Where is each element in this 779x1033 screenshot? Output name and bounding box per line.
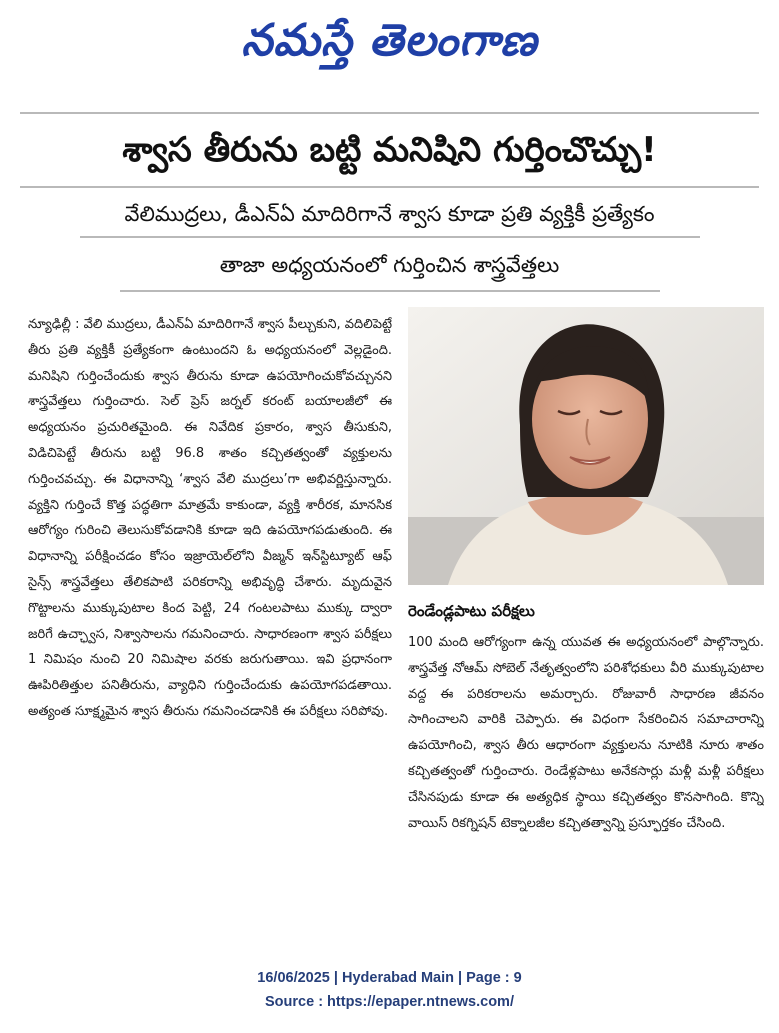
subsection-heading: రెండేండ్లపాటు పరీక్షలు: [408, 602, 535, 620]
subhead-rule-1: [80, 236, 700, 238]
newspaper-masthead: నమస్తే తెలంగాణ: [241, 15, 538, 66]
footer-source: Source : https://epaper.ntnews.com/: [265, 994, 514, 1010]
article-subhead-1: వేలిముద్రలు, డీఎన్ఏ మాదిరిగానే శ్వాస కూడా ప్రతి వ్యక్తికీ ప్రత్యేకం: [124, 202, 655, 226]
subhead-rule-2: [120, 290, 660, 292]
headline-rule-top: [20, 112, 759, 114]
article-headline: శ్వాస తీరును బట్టి మనిషిని గుర్తించొచ్చు!: [122, 130, 657, 170]
article-photo: [408, 307, 764, 585]
footer-dateline: 16/06/2025 | Hyderabad Main | Page : 9: [257, 970, 522, 986]
article-body-left: న్యూఢిల్లీ : వేలి ముద్రలు, డీఎన్ఏ మాదిరిగానే శ్వాస పీల్చుకుని, వదిలిపెట్టే తీరు ప్రతి వ్యక్తికీ ప్రత్యేకంగా ఉంటుందని ఓ అధ్యయనంలో వెల్లడైంది. మనిషిని గుర్తించేందుకు శ్వాస తీరును కూడా ఉపయోగించుకోవచ్చునని శాస్త్రవేత్తలు గుర్తించారు. సెల్ ప్రెస్ జర్నల్ కరంట్ బయాలజీలో ఈ అధ్యయనం ప్రచురితమైంది. ఈ నివేదిక ప్రకారం, శ్వాస తీసుకుని, విడిచిపెట్టే తీరును బట్టి 96.8 శాతం కచ్చితత్వంతో వ్యక్తులను గుర్తించవచ్చు. ఈ విధానాన్ని ‘శ్వాస వేలి ముద్రలు’గా అభివర్ణిస్తున్నారు. వ్యక్తిని గుర్తించే కొత్త పద్ధతిగా మాత్రమే కాకుండా, వ్యక్తి శారీరక, మానసిక ఆరోగ్యం గురించి తెలుసుకోవడానికి కూడా ఇది ఉపయోగపడుతుంది. ఈ విధానాన్ని పరీక్షించడం కోసం ఇజ్రాయెల్‌లోని వీజ్మన్ ఇన్‌స్టిట్యూట్ ఆఫ్ సైన్స్ శాస్త్రవేత్తలు తేలికపాటి పరికరాన్ని అభివృద్ధి చేశారు. మృదువైన గొట్టాలను ముక్కుపుటాల కింద పెట్టి, 24 గంటలపాటు ముక్కు ద్వారా జరిగే ఉచ్ఛ్వాస, నిశ్వాసాలను గమనించారు. సాధారణంగా శ్వాస పరీక్షలు 1 నిమిషం నుంచి 20 నిమిషాల వరకు జరుగుతాయి. ఇవి ప్రధానంగా ఊపిరితిత్తుల పనితీరును, వ్యాధిని గుర్తించేందుకు ఉపయోగపడతాయి. అత్యంత సూక్ష్మమైన శ్వాస తీరును గమనించడానికి ఈ పరీక్షలు సరిపోవు.: [28, 317, 392, 719]
article-subhead-2: తాజా అధ్యయనంలో గుర్తించిన శాస్త్రవేత్తలు: [219, 253, 560, 277]
headline-rule-bottom: [20, 186, 759, 188]
article-body-right: 100 మంది ఆరోగ్యంగా ఉన్న యువత ఈ అధ్యయనంలో పాల్గొన్నారు. శాస్త్రవేత్త నోఆమ్ సోబెల్ నేతృత్వంలోని పరిశోధకులు వీరి ముక్కుపుటాల వద్ద ఈ పరికరాలను అమర్చారు. రోజువారీ సాధారణ జీవనం సాగించాలని వారికి చెప్పారు. ఈ విధంగా సేకరించిన సమాచారాన్ని ఉపయోగించి, శ్వాస తీరు ఆధారంగా వ్యక్తులను నూటికి నూరు శాతం కచ్చితత్వంతో గుర్తించారు. రెండేళ్లపాటు అనేకసార్లు మళ్లీ మళ్లీ పరీక్షలు చేసినపుడు కూడా ఈ అత్యధిక స్థాయి కచ్చితత్వం కొనసాగింది. కొన్ని వాయిస్ రికగ్నిషన్ టెక్నాలజీల కచ్చితత్వాన్ని ప్రస్ఫూర్తకం చేసింది.: [408, 635, 764, 831]
